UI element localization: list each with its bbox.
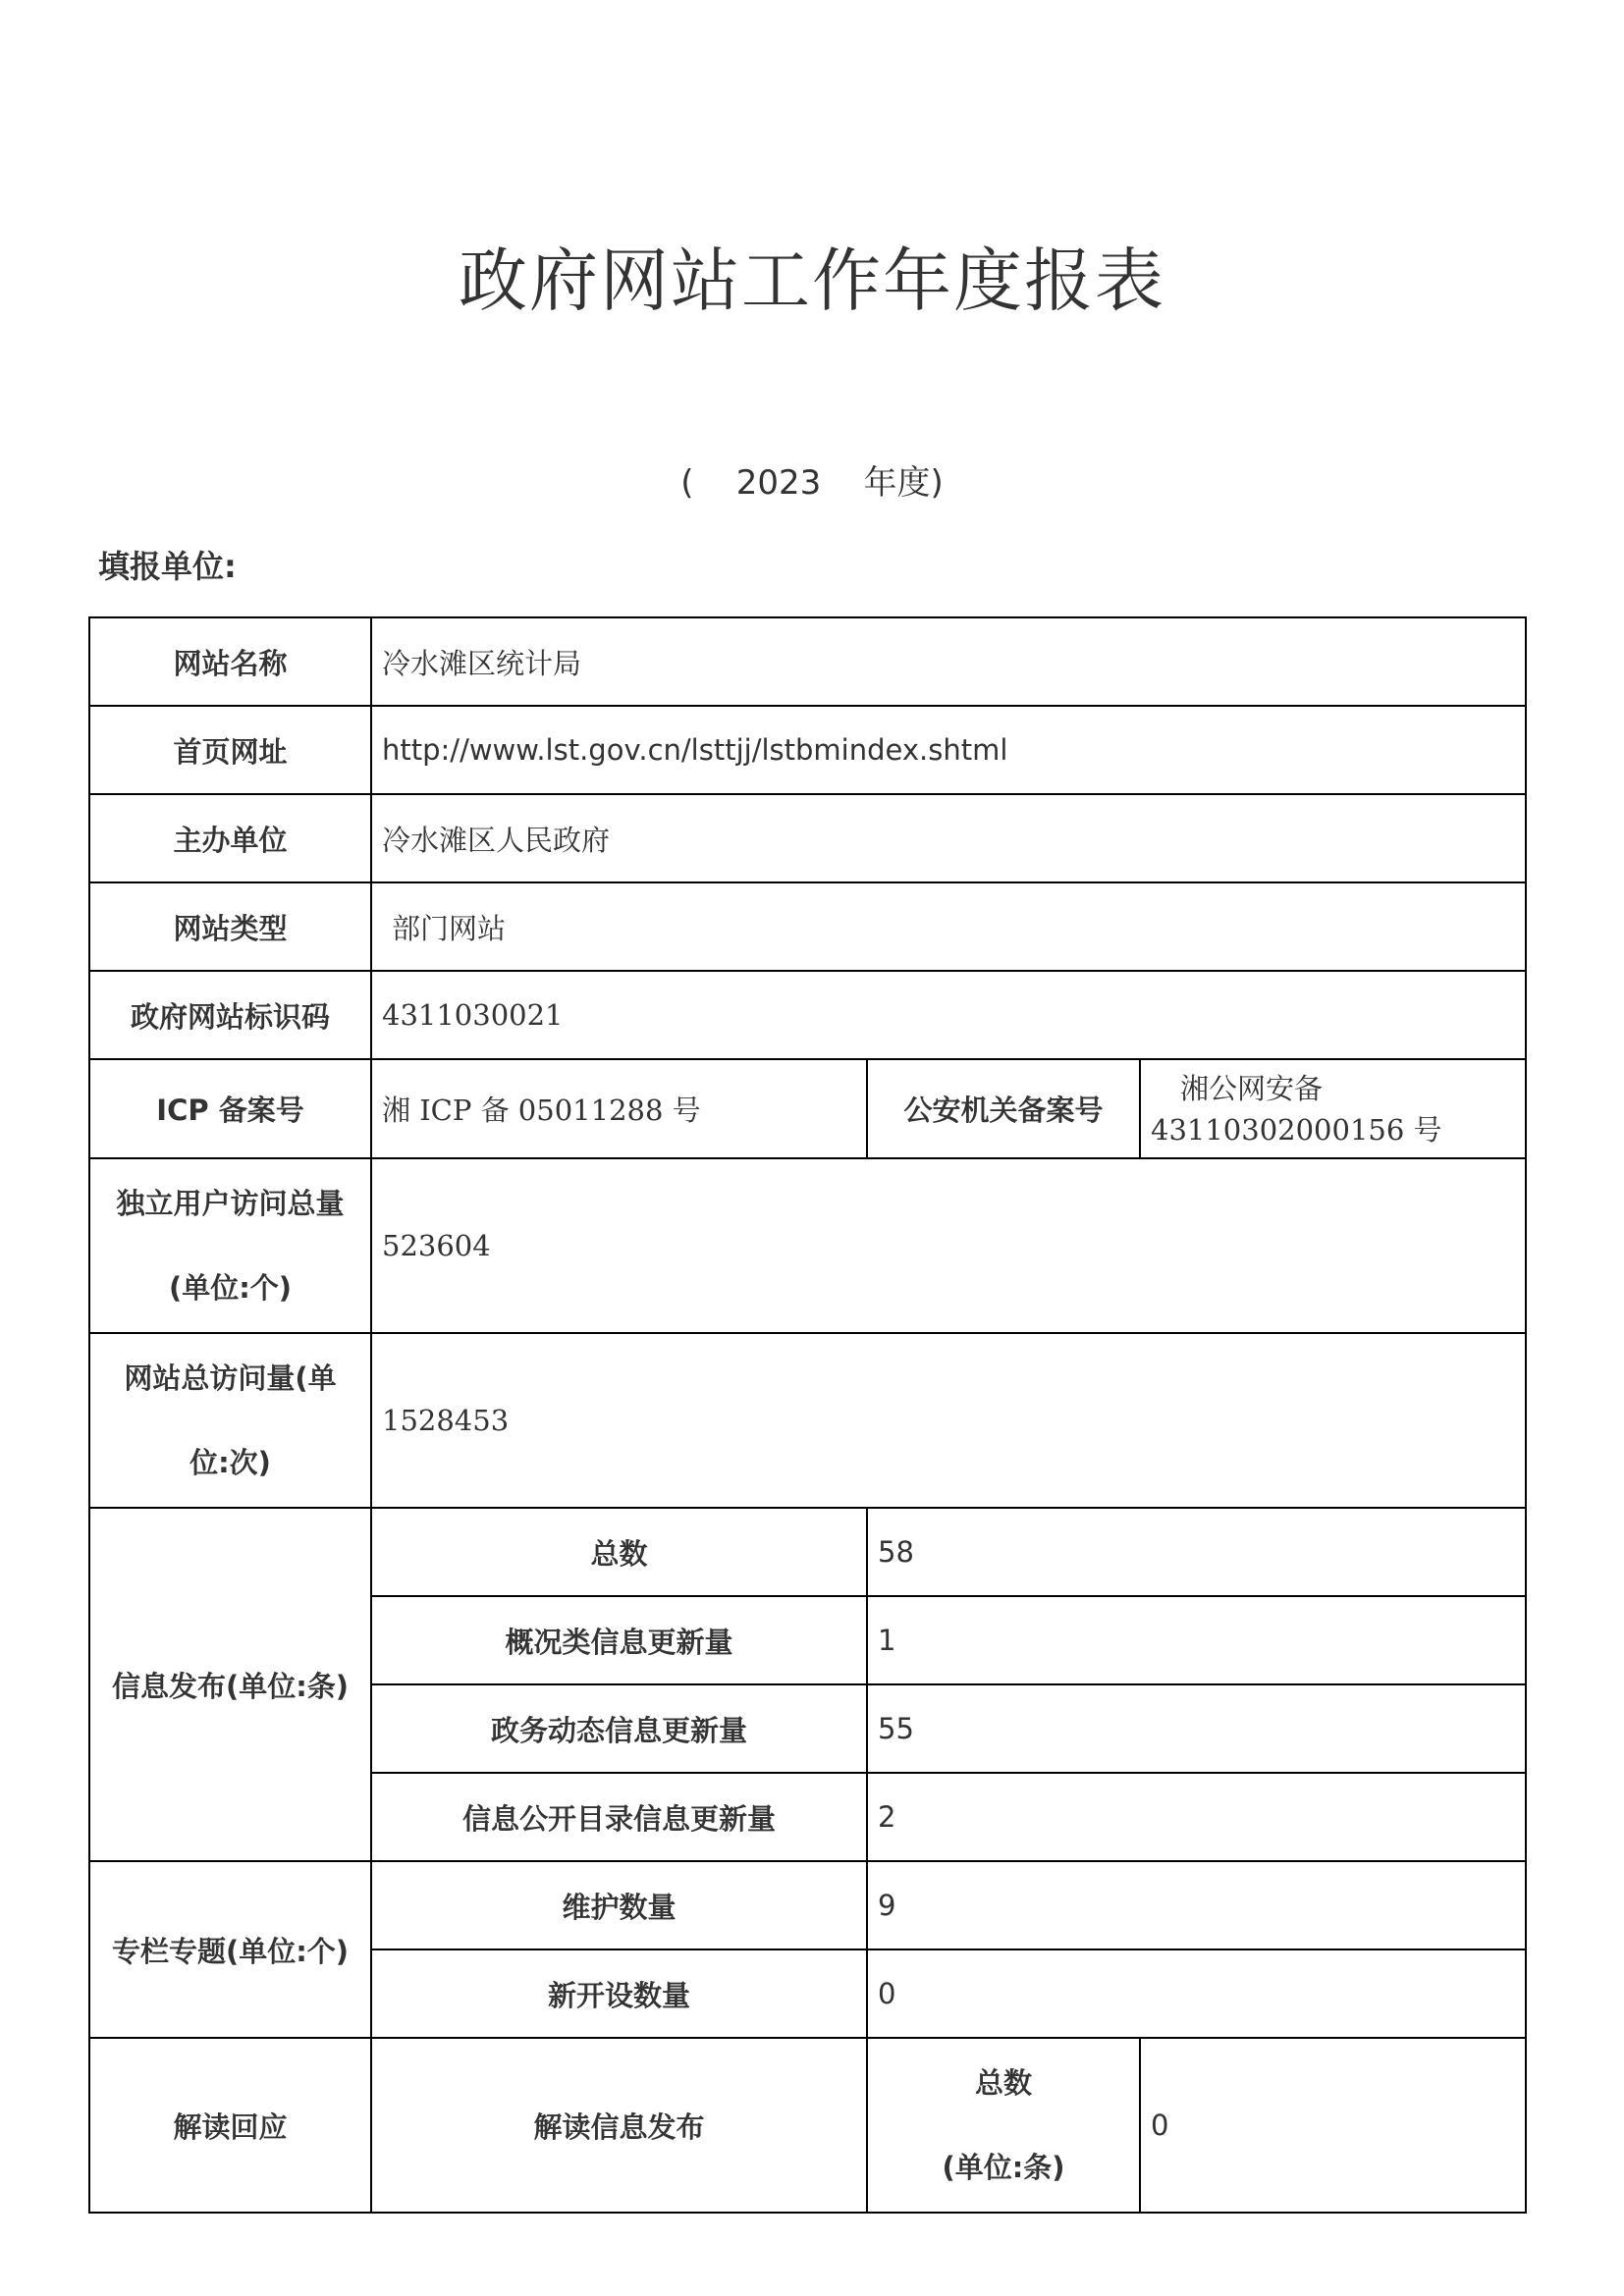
table-row (89, 1861, 1526, 1949)
table-row (89, 1158, 1526, 1333)
police-record-label: 公安机关备案号 (867, 1059, 1140, 1158)
site-type-label: 网站类型 (89, 882, 371, 971)
site-type-value: 部门网站 (371, 882, 1526, 971)
site-code-value: 4311030021 (371, 971, 1526, 1059)
info-news-value: 55 (867, 1684, 1526, 1773)
table-row (89, 2038, 1526, 2213)
interpretation-label: 解读回应 (89, 2038, 371, 2213)
interpretation-publish-label: 解读信息发布 (371, 2038, 867, 2213)
page-views-label (89, 1333, 371, 1508)
police-record-value (1140, 1059, 1526, 1158)
table-row (89, 1333, 1526, 1508)
interpretation-total-label-line2: (单位:条) (942, 2151, 1065, 2184)
interpretation-total-value: 0 (1140, 2038, 1526, 2213)
column-new-label: 新开设数量 (371, 1949, 867, 2038)
interpretation-total-label (867, 2038, 1140, 2213)
info-catalog-value: 2 (867, 1773, 1526, 1861)
report-year: ( 2023 年度) (680, 463, 944, 503)
sponsor-label: 主办单位 (89, 794, 371, 882)
table-row (89, 882, 1526, 971)
homepage-label: 首页网址 (89, 706, 371, 794)
table-row (89, 617, 1526, 706)
interpretation-total-label-line1: 总数 (974, 2066, 1032, 2100)
column-new-value: 0 (867, 1949, 1526, 2038)
info-total-label: 总数 (371, 1508, 867, 1596)
icp-label: ICP 备案号 (89, 1059, 371, 1158)
page-views-label-line2: 位:次) (189, 1446, 271, 1479)
table-row (89, 1508, 1526, 1596)
homepage-value: http://www.lst.gov.cn/lsttjj/lstbmindex.shtml (371, 706, 1526, 794)
sponsor-value: 冷水滩区人民政府 (371, 794, 1526, 882)
info-overview-value: 1 (867, 1596, 1526, 1684)
table-row (89, 706, 1526, 794)
icp-value: 湘 ICP 备 05011288 号 (371, 1059, 867, 1158)
info-publish-label: 信息发布(单位:条) (89, 1508, 371, 1861)
site-name-value: 冷水滩区统计局 (371, 617, 1526, 706)
column-topics-label: 专栏专题(单位:个) (89, 1861, 371, 2038)
info-overview-label: 概况类信息更新量 (371, 1596, 867, 1684)
info-catalog-label: 信息公开目录信息更新量 (371, 1773, 867, 1861)
report-table (88, 616, 1527, 2214)
filler-unit-label: 填报单位: (98, 548, 237, 585)
info-total-value: 58 (867, 1508, 1526, 1596)
unique-visitors-value: 523604 (371, 1158, 1526, 1333)
page-views-label-line1: 网站总访问量(单 (124, 1362, 337, 1395)
site-code-label: 政府网站标识码 (89, 971, 371, 1059)
table-row (89, 1059, 1526, 1158)
table-row (89, 971, 1526, 1059)
info-news-label: 政务动态信息更新量 (371, 1684, 867, 1773)
police-record-line2: 43110302000156 号 (1151, 1112, 1442, 1147)
site-name-label: 网站名称 (89, 617, 371, 706)
page-title: 政府网站工作年度报表 (459, 240, 1165, 321)
unique-visitors-label (89, 1158, 371, 1333)
table-row (89, 794, 1526, 882)
column-maintained-value: 9 (867, 1861, 1526, 1949)
unique-visitors-label-line1: 独立用户访问总量 (116, 1187, 345, 1220)
unique-visitors-label-line2: (单位:个) (168, 1271, 293, 1305)
police-record-line1: 湘公网安备 (1180, 1071, 1324, 1105)
column-maintained-label: 维护数量 (371, 1861, 867, 1949)
page-views-value: 1528453 (371, 1333, 1526, 1508)
